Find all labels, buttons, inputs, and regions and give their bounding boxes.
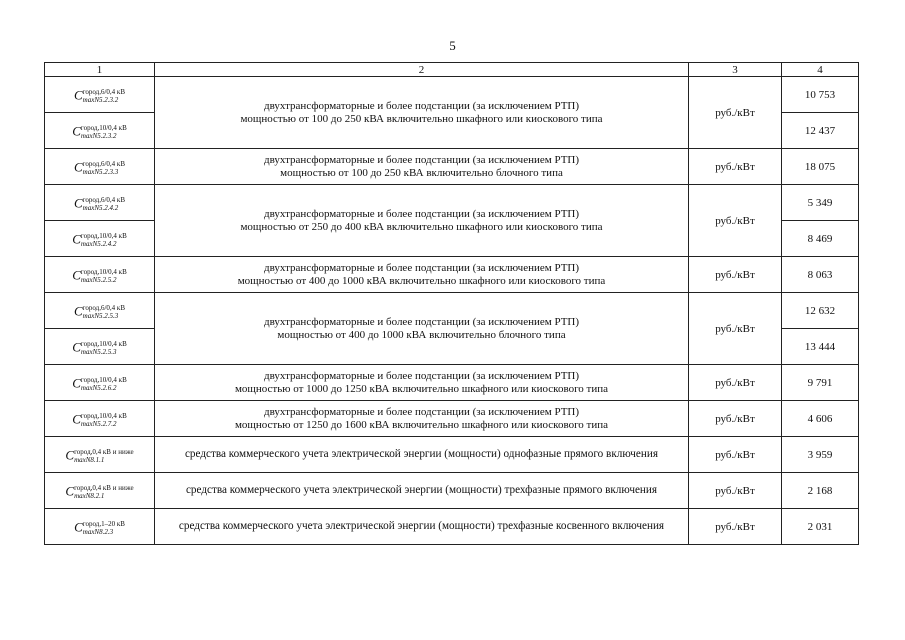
symbol-superscript: город,6/0,4 кВ <box>82 303 125 312</box>
symbol-superscript: город,6/0,4 кВ <box>82 195 125 204</box>
rate-symbol <box>74 303 125 319</box>
symbol-superscript: город,6/0,4 кВ <box>82 159 125 168</box>
symbol-base: C <box>72 232 81 247</box>
value-cell: 8 469 <box>782 221 859 257</box>
rate-symbol-cell <box>45 473 155 509</box>
table-row <box>45 149 859 185</box>
symbol-superscript: город,10/0,4 кВ <box>80 123 127 132</box>
unit-cell: руб./кВт <box>689 185 782 257</box>
unit-cell: руб./кВт <box>689 401 782 437</box>
unit-cell: руб./кВт <box>689 149 782 185</box>
symbol-superscript: город,10/0,4 кВ <box>80 339 127 348</box>
unit-cell: руб./кВт <box>689 437 782 473</box>
symbol-superscript: город,0,4 кВ и ниже <box>74 447 134 456</box>
value-cell: 12 632 <box>782 293 859 329</box>
description-cell <box>155 365 689 401</box>
description-cell <box>155 185 689 257</box>
value-cell: 2 168 <box>782 473 859 509</box>
symbol-subscript: maxN5.2.7.2 <box>80 419 117 428</box>
description-line: мощностью от 100 до 250 кВА включительно блочного типа <box>280 166 563 179</box>
description-cell <box>155 437 689 473</box>
rate-symbol <box>65 483 133 499</box>
unit-cell: руб./кВт <box>689 365 782 401</box>
column-header: 1 <box>45 63 155 77</box>
column-header: 3 <box>689 63 782 77</box>
value-cell: 5 349 <box>782 185 859 221</box>
description-line: двухтрансформаторные и более подстанции (за исключением РТП) <box>263 261 580 274</box>
rate-symbol-cell <box>45 509 155 545</box>
symbol-subscript: maxN5.2.3.2 <box>80 131 117 140</box>
symbol-base: C <box>72 412 81 427</box>
symbol-superscript: город,10/0,4 кВ <box>80 411 127 420</box>
description-line: мощностью от 400 до 1000 кВА включительно шкафного или киоскового типа <box>237 274 606 287</box>
rate-symbol-cell <box>45 401 155 437</box>
symbol-base: C <box>72 268 81 283</box>
rate-symbol <box>74 195 125 211</box>
symbol-superscript: город,10/0,4 кВ <box>80 375 127 384</box>
description-cell <box>155 401 689 437</box>
description-cell <box>155 473 689 509</box>
symbol-subscript: maxN8.2.1 <box>74 491 105 500</box>
rate-symbol <box>74 519 125 535</box>
symbol-superscript: город,0,4 кВ и ниже <box>74 483 134 492</box>
rate-symbol-cell <box>45 293 155 329</box>
symbol-subscript: maxN5.2.5.2 <box>80 275 117 284</box>
symbol-superscript: город,6/0,4 кВ <box>82 87 125 96</box>
rate-symbol <box>72 411 127 427</box>
unit-cell: руб./кВт <box>689 509 782 545</box>
rate-symbol <box>72 375 127 391</box>
symbol-superscript: город,1–20 кВ <box>82 519 125 528</box>
description-line: двухтрансформаторные и более подстанции (за исключением РТП) <box>263 207 580 220</box>
table-row <box>45 401 859 437</box>
value-cell: 4 606 <box>782 401 859 437</box>
symbol-subscript: maxN5.2.3.3 <box>82 167 119 176</box>
description-line: мощностью от 100 до 250 кВА включительно шкафного или киоскового типа <box>240 112 603 125</box>
table-row <box>45 509 859 545</box>
table-row <box>45 257 859 293</box>
unit-cell: руб./кВт <box>689 293 782 365</box>
rate-symbol-cell <box>45 113 155 149</box>
rate-symbol-cell <box>45 437 155 473</box>
description-line: средства коммерческого учета электрической энергии (мощности) трехфазные прямого включения <box>185 484 658 496</box>
rate-symbol <box>74 159 125 175</box>
symbol-base: C <box>74 304 83 319</box>
unit-cell: руб./кВт <box>689 257 782 293</box>
symbol-subscript: maxN5.2.6.2 <box>80 383 117 392</box>
header-row <box>45 63 859 77</box>
symbol-subscript: maxN5.2.3.2 <box>82 95 119 104</box>
value-cell: 18 075 <box>782 149 859 185</box>
symbol-superscript: город,10/0,4 кВ <box>80 231 127 240</box>
rate-symbol <box>74 87 125 103</box>
value-cell: 13 444 <box>782 329 859 365</box>
table-row <box>45 293 859 329</box>
rate-symbol-cell <box>45 257 155 293</box>
rate-symbol <box>72 123 127 139</box>
value-cell: 2 031 <box>782 509 859 545</box>
description-cell <box>155 149 689 185</box>
symbol-subscript: maxN5.2.5.3 <box>82 311 119 320</box>
rate-symbol-cell <box>45 221 155 257</box>
description-line: двухтрансформаторные и более подстанции (за исключением РТП) <box>263 369 580 382</box>
rate-symbol-cell <box>45 329 155 365</box>
tariff-table <box>44 62 859 545</box>
symbol-base: C <box>65 448 75 463</box>
description-cell <box>155 509 689 545</box>
description-line: двухтрансформаторные и более подстанции (за исключением РТП) <box>263 99 580 112</box>
description-cell <box>155 293 689 365</box>
description-line: мощностью от 400 до 1000 кВА включительно блочного типа <box>277 328 566 341</box>
rate-symbol <box>72 267 127 283</box>
unit-cell: руб./кВт <box>689 77 782 149</box>
symbol-base: C <box>74 196 83 211</box>
table-row <box>45 437 859 473</box>
symbol-base: C <box>72 124 81 139</box>
description-line: средства коммерческого учета электрической энергии (мощности) однофазные прямого включения <box>184 448 659 460</box>
symbol-base: C <box>72 340 81 355</box>
rate-symbol-cell <box>45 149 155 185</box>
value-cell: 10 753 <box>782 77 859 113</box>
description-line: мощностью от 250 до 400 кВА включительно шкафного или киоскового типа <box>240 220 603 233</box>
rate-symbol <box>72 231 127 247</box>
description-line: двухтрансформаторные и более подстанции (за исключением РТП) <box>263 405 580 418</box>
page-number: 5 <box>449 38 456 53</box>
column-header: 4 <box>782 63 859 77</box>
description-line: двухтрансформаторные и более подстанции (за исключением РТП) <box>263 153 580 166</box>
value-cell: 3 959 <box>782 437 859 473</box>
rate-symbol-cell <box>45 365 155 401</box>
description-line: мощностью от 1000 до 1250 кВА включительно шкафного или киоскового типа <box>234 382 609 395</box>
symbol-base: C <box>74 88 83 103</box>
rate-symbol-cell <box>45 185 155 221</box>
description-line: средства коммерческого учета электрической энергии (мощности) трехфазные косвенного включения <box>178 520 665 532</box>
symbol-subscript: maxN5.2.5.3 <box>80 347 117 356</box>
value-cell: 9 791 <box>782 365 859 401</box>
symbol-subscript: maxN5.2.4.2 <box>80 239 117 248</box>
description-cell <box>155 257 689 293</box>
rate-symbol <box>72 339 127 355</box>
table-row <box>45 185 859 221</box>
table-row <box>45 473 859 509</box>
symbol-subscript: maxN8.1.1 <box>74 455 105 464</box>
description-line: мощностью от 1250 до 1600 кВА включительно шкафного или киоскового типа <box>234 418 609 431</box>
table-row <box>45 77 859 113</box>
symbol-base: C <box>74 520 83 535</box>
column-header: 2 <box>155 63 689 77</box>
symbol-subscript: maxN8.2.3 <box>82 527 114 536</box>
table-row <box>45 365 859 401</box>
value-cell: 8 063 <box>782 257 859 293</box>
description-line: двухтрансформаторные и более подстанции (за исключением РТП) <box>263 315 580 328</box>
symbol-subscript: maxN5.2.4.2 <box>82 203 119 212</box>
rate-symbol <box>65 447 133 463</box>
symbol-base: C <box>72 376 81 391</box>
rate-symbol-cell <box>45 77 155 113</box>
description-cell <box>155 77 689 149</box>
value-cell: 12 437 <box>782 113 859 149</box>
symbol-base: C <box>74 160 83 175</box>
unit-cell: руб./кВт <box>689 473 782 509</box>
symbol-superscript: город,10/0,4 кВ <box>80 267 127 276</box>
symbol-base: C <box>65 484 75 499</box>
